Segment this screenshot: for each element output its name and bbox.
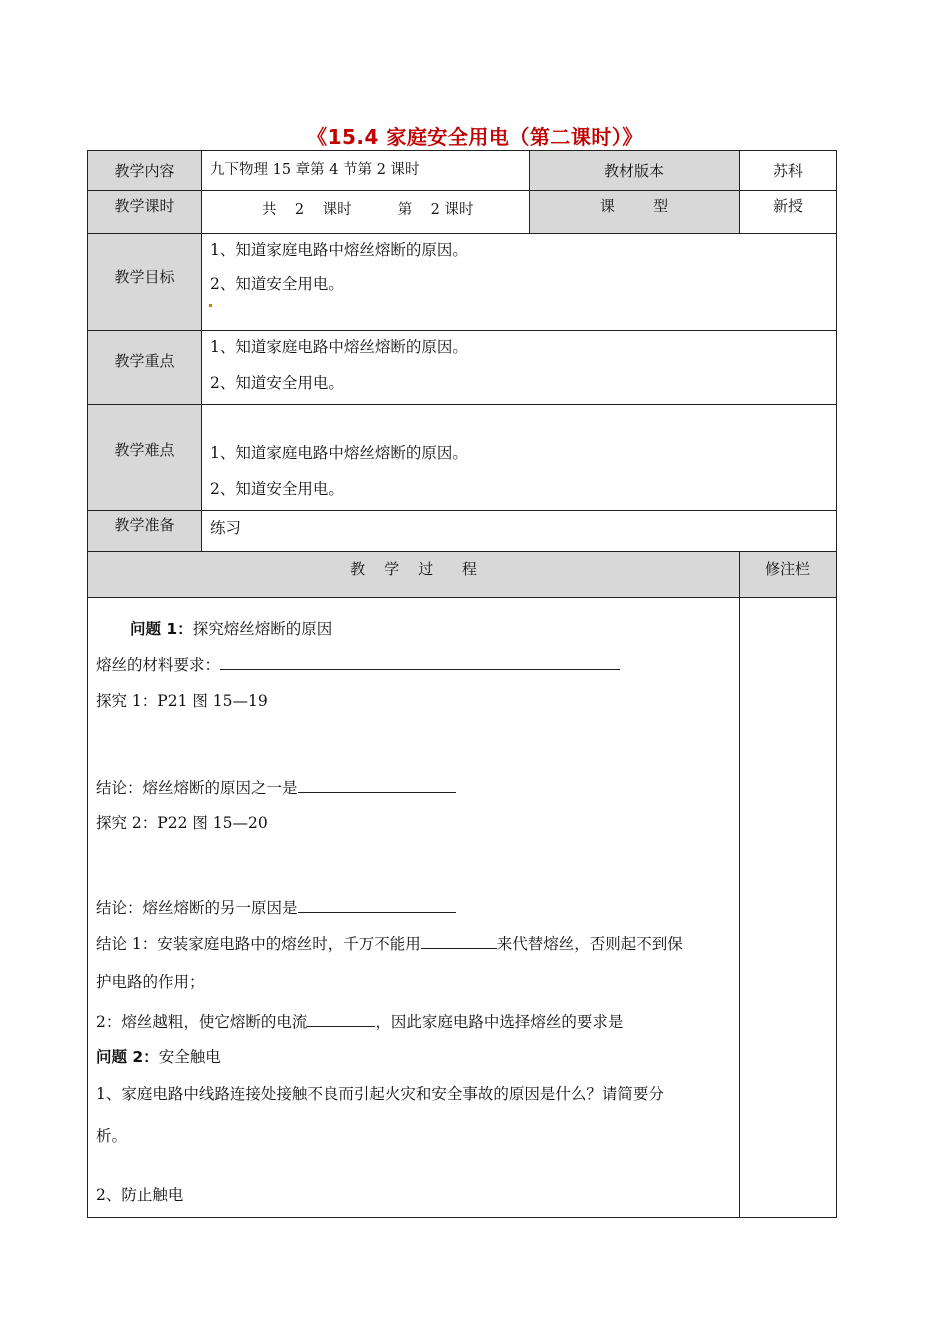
difficulties-label: 教学难点	[88, 404, 201, 510]
keypoints-label: 教学重点	[88, 330, 201, 404]
material-line: 熔丝的材料要求：	[96, 653, 620, 675]
page-title: 《15.4 家庭安全用电（第二课时）》	[307, 125, 643, 149]
conclusion-1: 结论：熔丝熔断的原因之一是	[96, 776, 456, 798]
question-1-text: 探究熔丝熔断的原因	[192, 620, 333, 638]
content-value: 九下物理 15 章第 4 节第 2 课时	[210, 162, 420, 178]
edition-value: 苏科	[772, 162, 803, 180]
conclusion-2: 结论：熔丝熔断的另一原因是	[96, 896, 456, 918]
answer-blank[interactable]	[298, 778, 456, 793]
question-1	[130, 617, 332, 639]
table-border-left	[87, 150, 88, 1218]
col-divider	[739, 551, 740, 1218]
table-border-bottom	[87, 1217, 837, 1218]
question-1-label: 问题 1：	[130, 620, 193, 638]
answer-blank[interactable]	[298, 898, 456, 913]
question-2-item-1-cont: 析。	[96, 1127, 128, 1145]
notes-header: 修注栏	[739, 551, 836, 597]
answer-blank[interactable]	[220, 655, 620, 670]
difficulty-item: 2、知道安全用电。	[210, 480, 344, 498]
conclusion-3: 结论 1：安装家庭电路中的熔丝时，千万不能用 来代替熔丝，否则起不到保	[96, 935, 683, 953]
keypoint-item: 2、知道安全用电。	[210, 374, 344, 392]
explore-2: 探究 2：P22 图 15—20	[96, 814, 268, 832]
goal-item: 2、知道安全用电。	[210, 275, 344, 293]
keypoint-item: 1、知道家庭电路中熔丝熔断的原因。	[210, 338, 468, 356]
hours-value: 共 2 课时 第 2 课时	[262, 202, 474, 218]
table-border-right	[836, 150, 837, 1218]
process-header: 教 学 过 程	[88, 551, 739, 597]
col-divider	[201, 150, 202, 551]
mark-dot	[209, 304, 212, 307]
difficulty-item: 1、知道家庭电路中熔丝熔断的原因。	[210, 444, 468, 462]
row-divider	[87, 330, 837, 331]
prep-label: 教学准备	[88, 510, 201, 551]
answer-blank[interactable]	[307, 1012, 375, 1027]
question-2-item-2: 2、防止触电	[96, 1186, 184, 1204]
row-divider	[87, 190, 837, 191]
goals-label: 教学目标	[88, 233, 201, 330]
edition-label: 教材版本	[529, 151, 739, 190]
question-2-text: 安全触电	[158, 1048, 221, 1066]
row-divider	[87, 404, 837, 405]
question-2-item-1: 1、家庭电路中线路连接处接触不良而引起火灾和安全事故的原因是什么？请简要分	[96, 1085, 664, 1103]
question-2-label: 问题 2：	[96, 1048, 159, 1066]
row-divider	[87, 551, 837, 552]
type-value: 新授	[772, 197, 803, 215]
question-2	[96, 1045, 221, 1067]
conclusion-4: 2：熔丝越粗，使它熔断的电流 ，因此家庭电路中选择熔丝的要求是	[96, 1013, 624, 1031]
type-label: 课 型	[529, 190, 739, 233]
goal-item: 1、知道家庭电路中熔丝熔断的原因。	[210, 241, 468, 259]
explore-1: 探究 1：P21 图 15—19	[96, 692, 268, 710]
row-divider	[87, 510, 837, 511]
hours-label: 教学课时	[88, 190, 201, 233]
col-divider	[529, 150, 530, 233]
row-divider	[87, 233, 837, 234]
prep-value: 练习	[210, 519, 242, 537]
row-divider	[87, 597, 837, 598]
answer-blank[interactable]	[421, 934, 497, 949]
table-border-top	[87, 150, 837, 151]
conclusion-3-cont: 护电路的作用；	[96, 973, 205, 991]
content-label: 教学内容	[88, 151, 201, 190]
